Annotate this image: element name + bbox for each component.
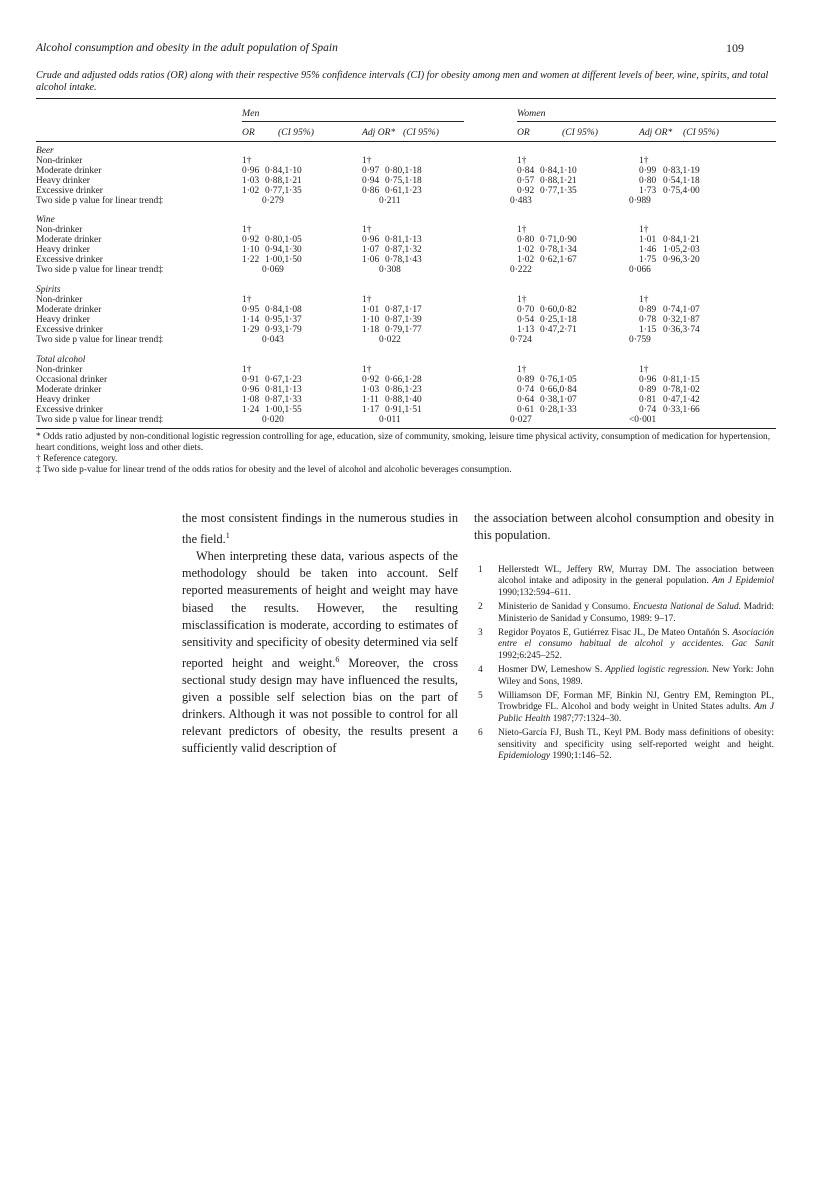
trend-row: Two side p value for linear trend‡ 0·279 0·211 0·483 0·989 (36, 196, 651, 206)
table-row: Moderate drinker 0·96 0·81,1·13 1·03 0·86,1·23 0·74 0·66,0·84 0·89 0·78,1·02 (36, 385, 700, 395)
section-title: Spirits (36, 285, 61, 295)
table-footnotes (36, 432, 776, 476)
page-number: 109 (726, 41, 744, 55)
references-list (474, 565, 774, 766)
reference-item: 4 Hosmer DW, Lemeshow S. Applied logistic regression. New York: John Wiley and Sons, 1989. (478, 665, 774, 687)
table-row: Non-drinker 1† 1† 1† 1† (36, 365, 649, 375)
footnote-adjusted: * Odds ratio adjusted by non-conditional logistic regression controlling for age, education, size of community, smoking, leisure time physical activity, consumption of medication for hypertension, heart conditions, weight loss and other diets. (36, 432, 771, 453)
table-row: Excessive drinker 1·22 1·00,1·50 1·06 0·78,1·43 1·02 0·62,1·67 1·75 0·96,3·20 (36, 255, 700, 265)
col-header-or-men: OR (242, 127, 255, 138)
header-bottom-rule (36, 141, 776, 142)
reference-item: 2 Ministerio de Sanidad y Consumo. Encuesta National de Salud. Madrid: Ministerio de Sanidad y Consumo, 1989: 9–17. (478, 602, 774, 624)
table-row: Excessive drinker 1·02 0·77,1·35 0·86 0·61,1·23 0·92 0·77,1·35 1·73 0·75,4·00 (36, 186, 700, 196)
women-group-rule (517, 121, 776, 122)
section-title: Total alcohol (36, 355, 86, 365)
trend-row: Two side p value for linear trend‡ 0·043 0·022 0·724 0·759 (36, 335, 651, 345)
table-row: Heavy drinker 1·10 0·94,1·30 1·07 0·87,1·32 1·02 0·78,1·34 1·46 1·05,2·03 (36, 245, 700, 255)
trend-row: Two side p value for linear trend‡ 0·020 0·011 0·027 <0·001 (36, 415, 657, 425)
body-right-column (474, 510, 774, 544)
table-row: Occasional drinker 0·91 0·67,1·23 0·92 0·66,1·28 0·89 0·76,1·05 0·96 0·81,1·15 (36, 375, 700, 385)
col-header-adj-or-men: Adj OR* (362, 127, 396, 138)
body-left-column (182, 510, 458, 758)
table-row: Non-drinker 1† 1† 1† 1† (36, 225, 649, 235)
table-row: Heavy drinker 1·14 0·95,1·37 1·10 0·87,1·39 0·54 0·25,1·18 0·78 0·32,1·87 (36, 315, 700, 325)
table-row: Non-drinker 1† 1† 1† 1† (36, 295, 649, 305)
table-row: Moderate drinker 0·92 0·80,1·05 0·96 0·81,1·13 0·80 0·71,0·90 1·01 0·84,1·21 (36, 235, 700, 245)
section-title: Beer (36, 146, 54, 156)
table-row: Heavy drinker 1·03 0·88,1·21 0·94 0·75,1·18 0·57 0·88,1·21 0·80 0·54,1·18 (36, 176, 700, 186)
table-bottom-rule (36, 428, 776, 429)
table-row: Excessive drinker 1·24 1·00,1·55 1·17 0·91,1·51 0·61 0·28,1·33 0·74 0·33,1·66 (36, 405, 700, 415)
footnote-reference: † Reference category. (36, 454, 118, 464)
reference-item: 6 Nieto-García FJ, Bush TL, Keyl PM. Body mass definitions of obesity: sensitivity and specificity using self-reported weight and height. Epidemiology 1990;1:146–52. (478, 728, 774, 762)
table-row: Moderate drinker 0·95 0·84,1·08 1·01 0·87,1·17 0·70 0·60,0·82 0·89 0·74,1·07 (36, 305, 700, 315)
reference-item: 1 Hellerstedt WL, Jeffery RW, Murray DM. The association between alcohol intake and adiposity in the general population. Am J Epidemiol 1990;132:594–611. (478, 565, 774, 598)
trend-row: Two side p value for linear trend‡ 0·069 0·308 0·222 0·066 (36, 265, 651, 275)
reference-item: 5 Williamson DF, Forman MF, Binkin NJ, Gentry EM, Remington PL, Trowbridge FL. Alcohol and body weight in United States adults. Am J Public Health 1987;77:1324–30. (478, 691, 774, 724)
table-row: Excessive drinker 1·29 0·93,1·79 1·18 0·79,1·77 1·13 0·47,2·71 1·15 0·36,3·74 (36, 325, 700, 335)
paragraph: the association between alcohol consumption and obesity in this population. (474, 511, 774, 543)
section-title: Wine (36, 215, 55, 225)
table-top-rule (36, 98, 776, 99)
col-header-or-women: OR (517, 127, 530, 138)
col-header-ci-women: (CI 95%) (562, 127, 598, 138)
reference-item: 3 Regidor Poyatos E, Gutiérrez Fisac JL, De Mateo Ontañón S. Asociación entre el consumo habitual de alcohol y accidentes. Gac Sanit 1992;6:245–252. (478, 628, 774, 661)
footnote-trend: ‡ Two side p-value for linear trend of the odds ratios for obesity and the level of alcohol and alcoholic beverages consumption. (36, 465, 512, 475)
col-header-ci-men: (CI 95%) (278, 127, 314, 138)
table-row: Moderate drinker 0·96 0·84,1·10 0·97 0·80,1·18 0·84 0·84,1·10 0·99 0·83,1·19 (36, 166, 700, 176)
group-men-label: Men (242, 108, 260, 119)
col-header-adj-ci-women: (CI 95%) (683, 127, 719, 138)
group-women-label: Women (517, 108, 546, 119)
col-header-adj-ci-men: (CI 95%) (403, 127, 439, 138)
table-caption: Crude and adjusted odds ratios (OR) along with their respective 95% confidence intervals (CI) for obesity among men and women at different levels of beer, wine, spirits, and total alcohol intake. (36, 70, 769, 93)
table-row: Heavy drinker 1·08 0·87,1·33 1·11 0·88,1·40 0·64 0·38,1·07 0·81 0·47,1·42 (36, 395, 700, 405)
men-group-rule (242, 121, 464, 122)
table-row: Non-drinker 1† 1† 1† 1† (36, 156, 649, 166)
paragraph: the most consistent findings in the numerous studies in the field.$^1$ (182, 511, 458, 547)
col-header-adj-or-women: Adj OR* (639, 127, 673, 138)
paragraph: When interpreting these data, various aspects of the methodology should be taken into account. Self reported measurements of height and weight may have biased the results. However, the resulting misclassification is moderate, according to estimates of sensitivity and specificity of obesity determined via self reported height and weight.$^6$ Moreover, the cross sectional study design may have influenced the results, given a possible self selection bias on the part of drinkers. Although it was not possible to control for all relevant predictors of obesity, the results present a sufficiently valid description of (182, 549, 458, 756)
running-header-title: Alcohol consumption and obesity in the adult population of Spain (36, 42, 338, 54)
